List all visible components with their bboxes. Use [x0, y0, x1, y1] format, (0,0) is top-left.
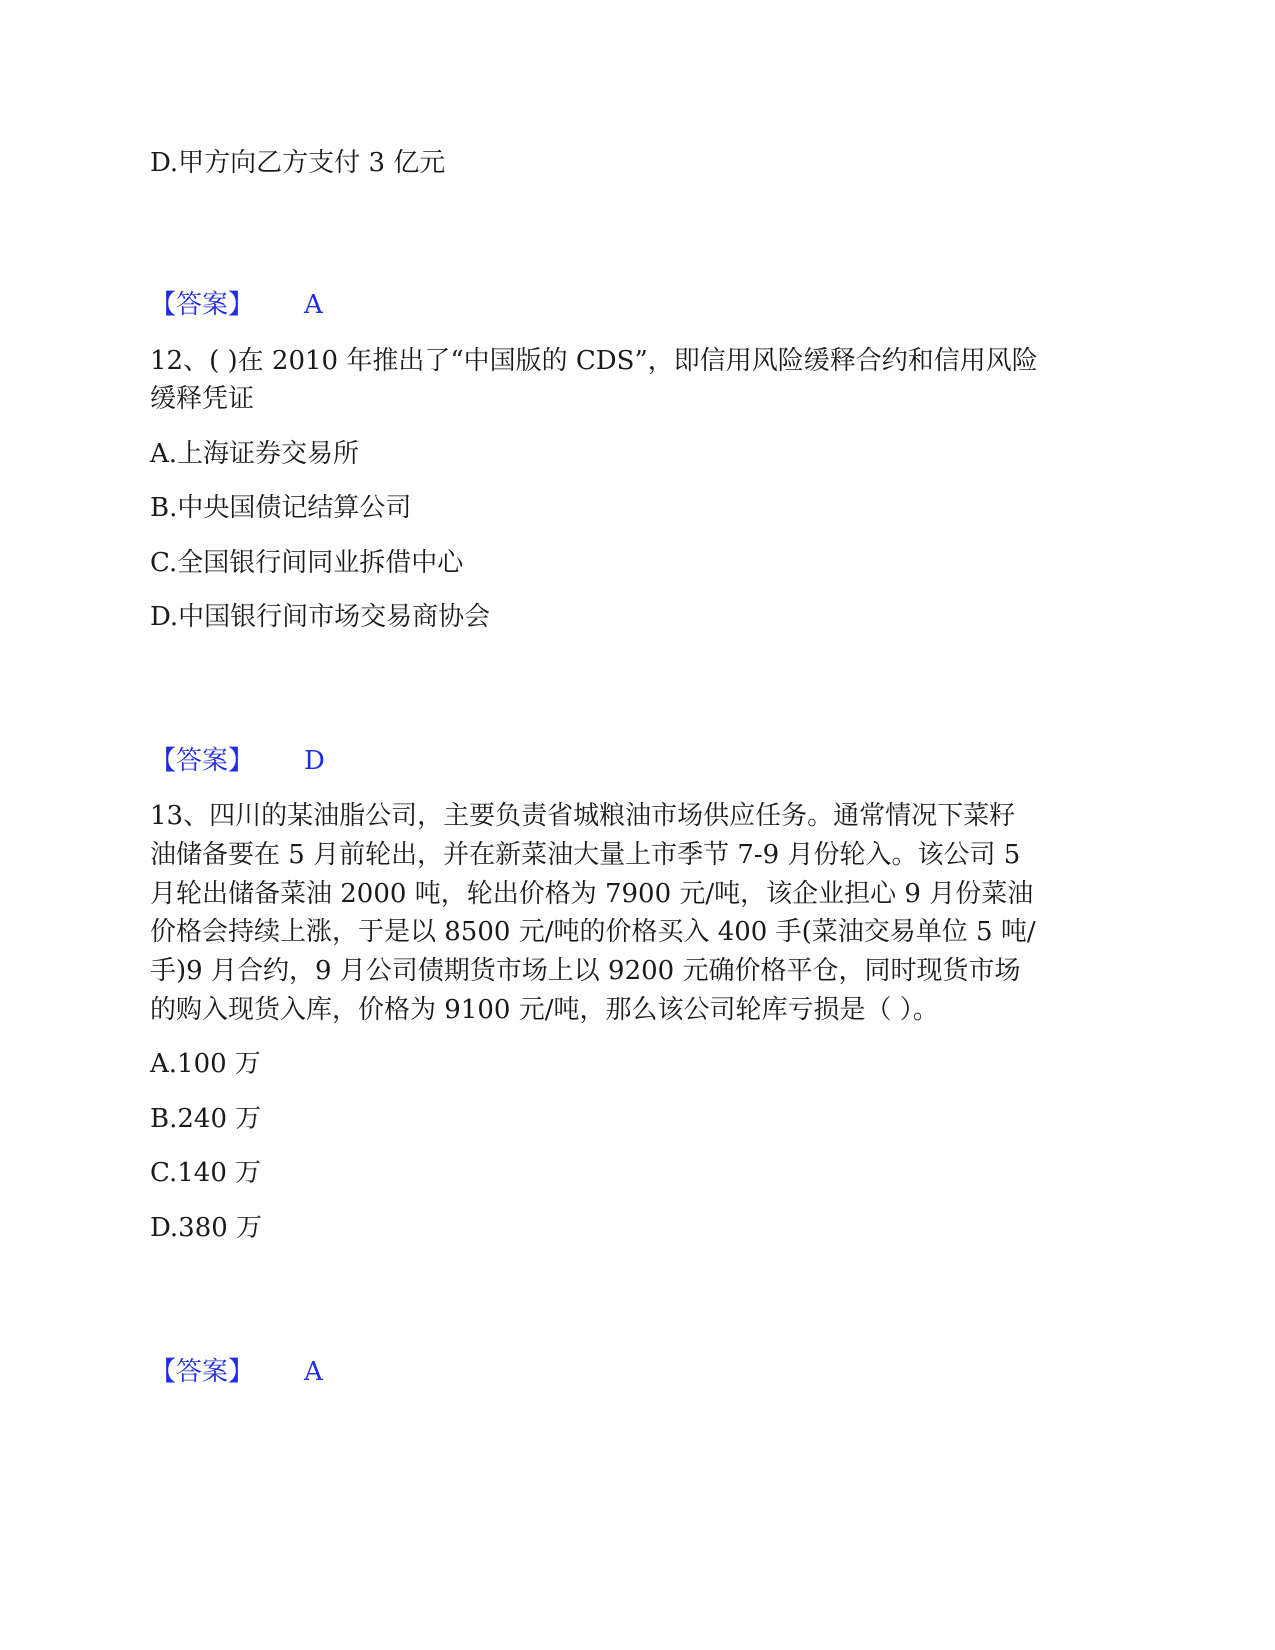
q12-stem-line-1: 12、( )在 2010 年推出了“中国版的 CDS”，即信用风险缓释合约和信用风险 — [150, 346, 1038, 376]
q13-answer — [150, 1352, 323, 1392]
q13-answer-value: A — [304, 1357, 323, 1387]
q12-option-b: B.中央国债记结算公司 — [150, 493, 412, 523]
q11-option-d: D.甲方向乙方支付 3 亿元 — [150, 148, 446, 178]
q12-answer — [150, 741, 325, 781]
q13-answer-label: 【答案】 — [150, 1357, 255, 1387]
q13-option-b: B.240 万 — [150, 1104, 262, 1134]
q13-stem-line-4: 价格会持续上涨，于是以 8500 元/吨的价格买入 400 手(菜油交易单位 5 吨/ — [150, 917, 1036, 947]
q12-option-a: A.上海证券交易所 — [150, 439, 360, 469]
q12-answer-value: D — [304, 746, 325, 776]
q13-option-c: C.140 万 — [150, 1158, 262, 1188]
q13-stem-line-3: 月轮出储备菜油 2000 吨，轮出价格为 7900 元/吨，该企业担心 9 月份菜油 — [150, 879, 1034, 909]
q13-stem-line-2: 油储备要在 5 月前轮出，并在新菜油大量上市季节 7-9 月份轮入。该公司 5 — [150, 840, 1021, 870]
q12-option-c: C.全国银行间同业拆借中心 — [150, 548, 464, 578]
q13-stem-line-5: 手)9 月合约，9 月公司债期货市场上以 9200 元确价格平仓，同时现货市场 — [150, 956, 1021, 986]
q11-answer — [150, 285, 323, 325]
q13-option-d: D.380 万 — [150, 1213, 263, 1243]
q11-answer-label: 【答案】 — [150, 290, 255, 320]
q13-stem-line-6: 的购入现货入库，价格为 9100 元/吨，那么该公司轮库亏损是（ ）。 — [150, 995, 939, 1025]
q12-option-d: D.中国银行间市场交易商协会 — [150, 602, 491, 632]
q13-stem-line-1: 13、四川的某油脂公司，主要负责省城粮油市场供应任务。通常情况下菜籽 — [150, 801, 1016, 831]
q13-option-a: A.100 万 — [150, 1049, 261, 1079]
q11-answer-value: A — [304, 290, 323, 320]
q12-answer-label: 【答案】 — [150, 746, 255, 776]
q12-stem-line-2: 缓释凭证 — [150, 384, 255, 414]
